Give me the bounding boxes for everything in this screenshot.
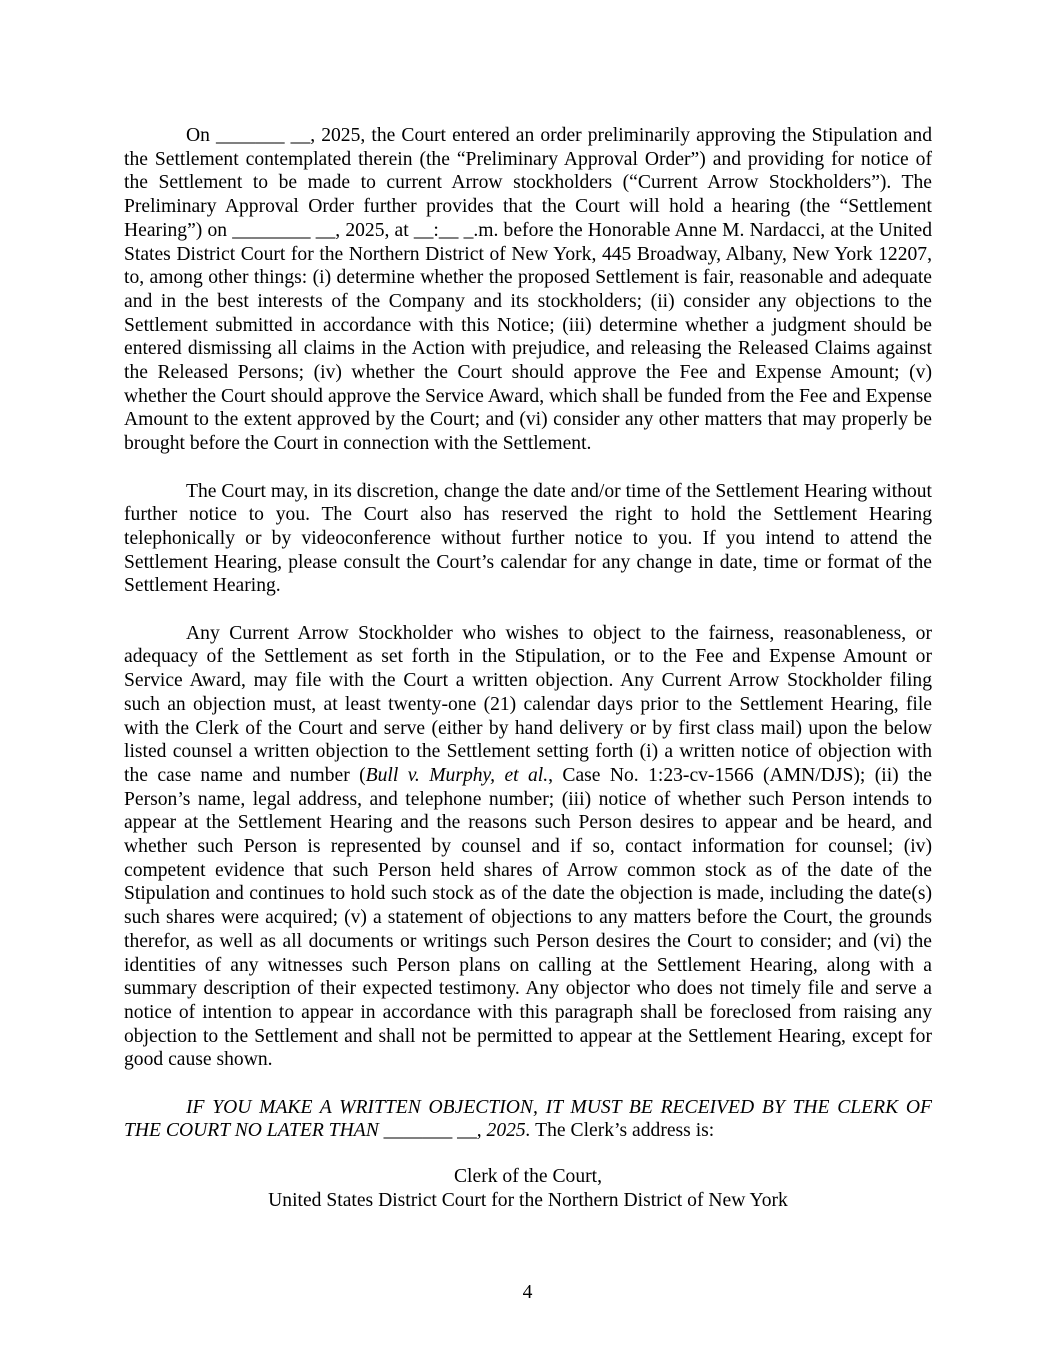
objection-text-part2: , Case No. 1:23-cv-1566 (AMN/DJS); (ii) the Person’s name, legal address, and telephone number; (iii) notice of whether such Person intends to appear at the Settlement Hearing and the reasons such Person desires to appear and be heard, and whether such Person is represented by counsel and if so, contact information for counsel; (iv) competent evidence that such Person held shares of Arrow common stock as of the date of the Stipulation and continues to hold such stock as of the date the objection is made, including the date(s) such shares were acquired; (v) a statement of objections to any matters before the Court, the grounds therefor, as well as all documents or writings such Person desires the Court to consider; and (vi) the identities of any witnesses such Person plans on calling at the Settlement Hearing, along with a summary description of their expected testimony. Any objector who does not timely file and serve a notice of intention to appear in accordance with this paragraph shall be foreclosed from raising any objection to the Settlement and shall not be permitted to appear at the Settlement Hearing, except for good cause shown. <box>124 764 932 1071</box>
case-name: Bull v. Murphy, et al. <box>365 764 549 786</box>
document-page <box>124 124 932 1213</box>
deadline-notice: IF YOU MAKE A WRITTEN OBJECTION, IT MUST BE RECEIVED BY THE CLERK OF THE COURT NO LATER THAN _______ __, 2025. <box>124 1096 932 1142</box>
paragraph-settlement-hearing: On _______ __, 2025, the Court entered an order preliminarily approving the Stipulation and the Settlement contemplated therein (the “Preliminary Approval Order”) and providing for notice of the Settlement to be made to current Arrow stockholders (“Current Arrow Stockholders”). The Preliminary Approval Order further provides that the Court will hold a hearing (the “Settlement Hearing”) on ________ __, 2025, at __:__ _.m. before the Honorable Anne M. Nardacci, at the United States District Court for the Northern District of New York, 445 Broadway, Albany, New York 12207, to, among other things: (i) determine whether the proposed Settlement is fair, reasonable and adequate and in the best interests of the Company and its stockholders; (ii) consider any objections to the Settlement submitted in accordance with this Notice; (iii) determine whether a judgment should be entered dismissing all claims in the Action with prejudice, and releasing the Released Claims against the Released Persons; (iv) whether the Court should approve the Fee and Expense Amount; (v) whether the Court should approve the Service Award, which shall be funded from the Fee and Expense Amount to the extent approved by the Court; and (vi) consider any other matters that may properly be brought before the Court in connection with the Settlement. <box>124 125 932 455</box>
clerk-address-line2: United States District Court for the Northern District of New York <box>268 1189 788 1211</box>
paragraph-objection-procedure <box>124 622 932 1072</box>
clerk-address-intro: The Clerk’s address is: <box>530 1120 715 1142</box>
paragraph-hearing-changes: The Court may, in its discretion, change the date and/or time of the Settlement Hearing without further notice to you. The Court also has reserved the right to hold the Settlement Hearing telephonically or by videoconference without further notice to you. If you intend to attend the Settlement Hearing, please consult the Court’s calendar for any change in date, time or format of the Settlement Hearing. <box>124 480 932 597</box>
paragraph-objection-deadline <box>124 1096 932 1143</box>
clerk-address-line1: Clerk of the Court, <box>453 1166 602 1188</box>
page-number: 4 <box>522 1282 533 1303</box>
objection-text-part1: Any Current Arrow Stockholder who wishes to object to the fairness, reasonableness, or adequacy of the Settlement as set forth in the Stipulation, or to the Fee and Expense Amount or Service Award, may file with the Court a written objection. Any Current Arrow Stockholder filing such an objection must, at least twenty-one (21) calendar days prior to the Settlement Hearing, file with the Clerk of the Court and serve (either by hand delivery or by first class mail) upon the below listed counsel a written objection to the Settlement setting forth (i) a written notice of objection with the case name and number ( <box>124 622 932 786</box>
clerk-address <box>124 1165 932 1212</box>
